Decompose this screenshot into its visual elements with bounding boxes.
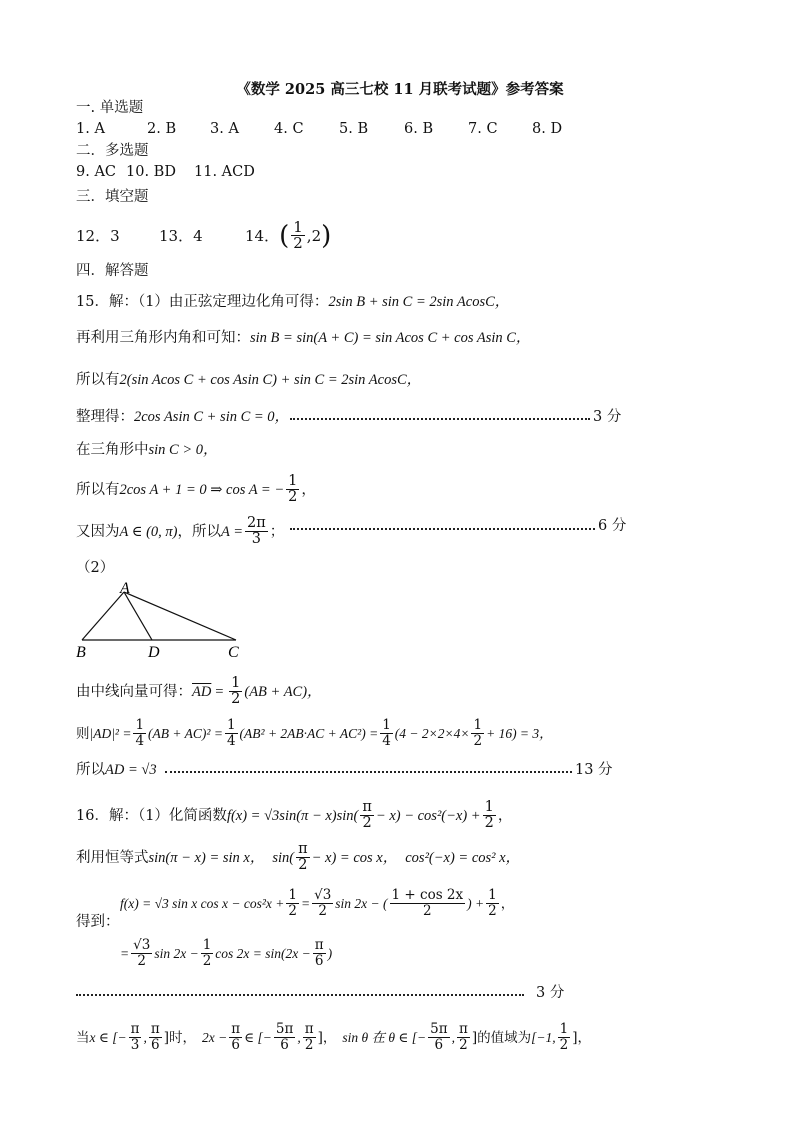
q16-line-4: 当 x ∈ [− $\frac{\pi}{3}$ , $\frac{\pi}{6}$ ]时， 2x − $\frac{\pi}{6}$ ∈ [− $\frac{5\pi}{6}$ , $\frac{\pi}{2}$ ]， sin θ 在 θ ∈ [− $\frac{5\pi}{6}$ , $\frac{\pi}{2}$ ]的值域为 [−1, $\frac{1}{2}$ ]， bbox=[76, 1021, 591, 1053]
q15-score-3: 3 分 bbox=[593, 409, 622, 425]
q15-line-7: 又因为 A ∈ (0, π) ，所以 A = $\frac{2\pi}{3}$ ； bbox=[76, 515, 285, 547]
q15-line-8: 由中线向量可得： $\overline{AD}$ = $\frac{1}{2}$ (AB + AC)， bbox=[76, 675, 322, 707]
side-ac bbox=[124, 592, 236, 640]
side-ab bbox=[82, 592, 124, 640]
q15-line-1: 15．解：（1）由正弦定理边化角可得： 2sin B + sin C = 2sin AcosC， bbox=[76, 294, 510, 310]
section-heading-fill-blank: 三．填空题 bbox=[76, 189, 149, 205]
answer-14-fraction: $\frac{1}{2}$ bbox=[293, 218, 303, 252]
vertex-a-label: A bbox=[120, 582, 130, 597]
q15-line-9: 则 |AD|² = $\frac{1}{4}$ (AB + AC)² = $\frac{1}{4}$ (AB² + 2AB·AC + AC²) = $\frac{1}{4}$ (4 − 2×2×4× $\frac{1}{2}$ + 16) = 3， bbox=[76, 717, 553, 749]
vertex-c-label: C bbox=[228, 644, 239, 660]
answer-12: 12．3 bbox=[76, 226, 120, 245]
answer-6: 6. B bbox=[404, 121, 434, 137]
answer-14-label: 14． bbox=[245, 226, 280, 245]
answer-9: 9. AC bbox=[76, 164, 117, 180]
vertex-b-label: B bbox=[76, 644, 86, 660]
q16-derivation-2: = $\frac{√3}{2}$ sin 2x − $\frac{1}{2}$ cos 2x = sin(2x − $\frac{\pi}{6}$ ) bbox=[120, 937, 333, 969]
q15-part-2-label: （2） bbox=[76, 560, 115, 576]
answer-8: 8. D bbox=[532, 121, 563, 137]
median-ad bbox=[124, 592, 152, 640]
q15-line-5: 在三角形中 sin C > 0， bbox=[76, 442, 218, 458]
answer-2: 2. B bbox=[147, 121, 177, 137]
score-leader bbox=[76, 994, 524, 996]
q16-derived-label: 得到： bbox=[76, 914, 120, 930]
q16-derivation-1: f(x) = √3 sin x cos x − cos²x + $\frac{1}{2}$ = $\frac{√3}{2}$ sin 2x − ( $\frac{1 + \cos 2x}{2}$ ) + $\frac{1}{2}$ ， bbox=[120, 887, 515, 919]
answer-11: 11. ACD bbox=[194, 164, 255, 180]
answer-3: 3. A bbox=[210, 121, 239, 137]
score-leader bbox=[165, 771, 572, 773]
single-choice-answers bbox=[76, 119, 562, 139]
section-heading-multiple-choice: 二．多选题 bbox=[76, 143, 149, 159]
q15-line-2: 再利用三角形内角和可知： sin B = sin(A + C) = sin Acos C + cos Asin C， bbox=[76, 330, 531, 346]
answer-7: 7. C bbox=[468, 121, 498, 137]
answer-14-rest: ,2 bbox=[306, 226, 322, 245]
answer-5: 5. B bbox=[339, 121, 369, 137]
q15-line-6: 所以有 2cos A + 1 = 0 ⇒ cos A = − $\frac{1}{2}$ ， bbox=[76, 473, 316, 505]
answer-10: 10. BD bbox=[126, 164, 176, 180]
score-leader bbox=[290, 418, 590, 420]
score-leader bbox=[290, 528, 595, 530]
section-heading-single-choice: 一. 单选题 bbox=[76, 100, 144, 116]
answer-4: 4. C bbox=[274, 121, 304, 137]
q16-score-3: 3 分 bbox=[536, 985, 565, 1001]
point-d-label: D bbox=[148, 644, 160, 660]
fill-blank-answers: 12．3 13．4 14． ( $\frac{1}{2}$ ,2 ) bbox=[76, 218, 332, 252]
answer-1: 1. A bbox=[76, 121, 105, 137]
q16-line-1: 16．解：（1）化简函数 f(x) = √3sin(π − x)sin( $\frac{\pi}{2}$ − x) − cos²(−x) + $\frac{1}{2}$ ， bbox=[76, 799, 513, 831]
q15-line-10: 所以 AD = √3 bbox=[76, 762, 157, 778]
q15-line-4: 整理得： 2cos Asin C + sin C = 0， bbox=[76, 409, 290, 425]
section-heading-solutions: 四．解答题 bbox=[76, 263, 149, 279]
q15-score-6: 6 分 bbox=[598, 518, 627, 534]
multiple-choice-answers bbox=[76, 162, 255, 182]
q16-line-2: 利用恒等式 sin(π − x) = sin x， sin( $\frac{\pi}{2}$ − x) = cos x， cos²(−x) = cos² x， bbox=[76, 841, 521, 873]
q15-line-3: 所以有 2(sin Acos C + cos Asin C) + sin C = 2sin AcosC， bbox=[76, 372, 422, 388]
q15-score-13: 13 分 bbox=[575, 762, 613, 778]
triangle-diagram bbox=[74, 582, 254, 660]
answer-13: 13．4 bbox=[159, 226, 203, 245]
page-title: 《数学 2025 高三七校 11 月联考试题》参考答案 bbox=[236, 81, 564, 98]
